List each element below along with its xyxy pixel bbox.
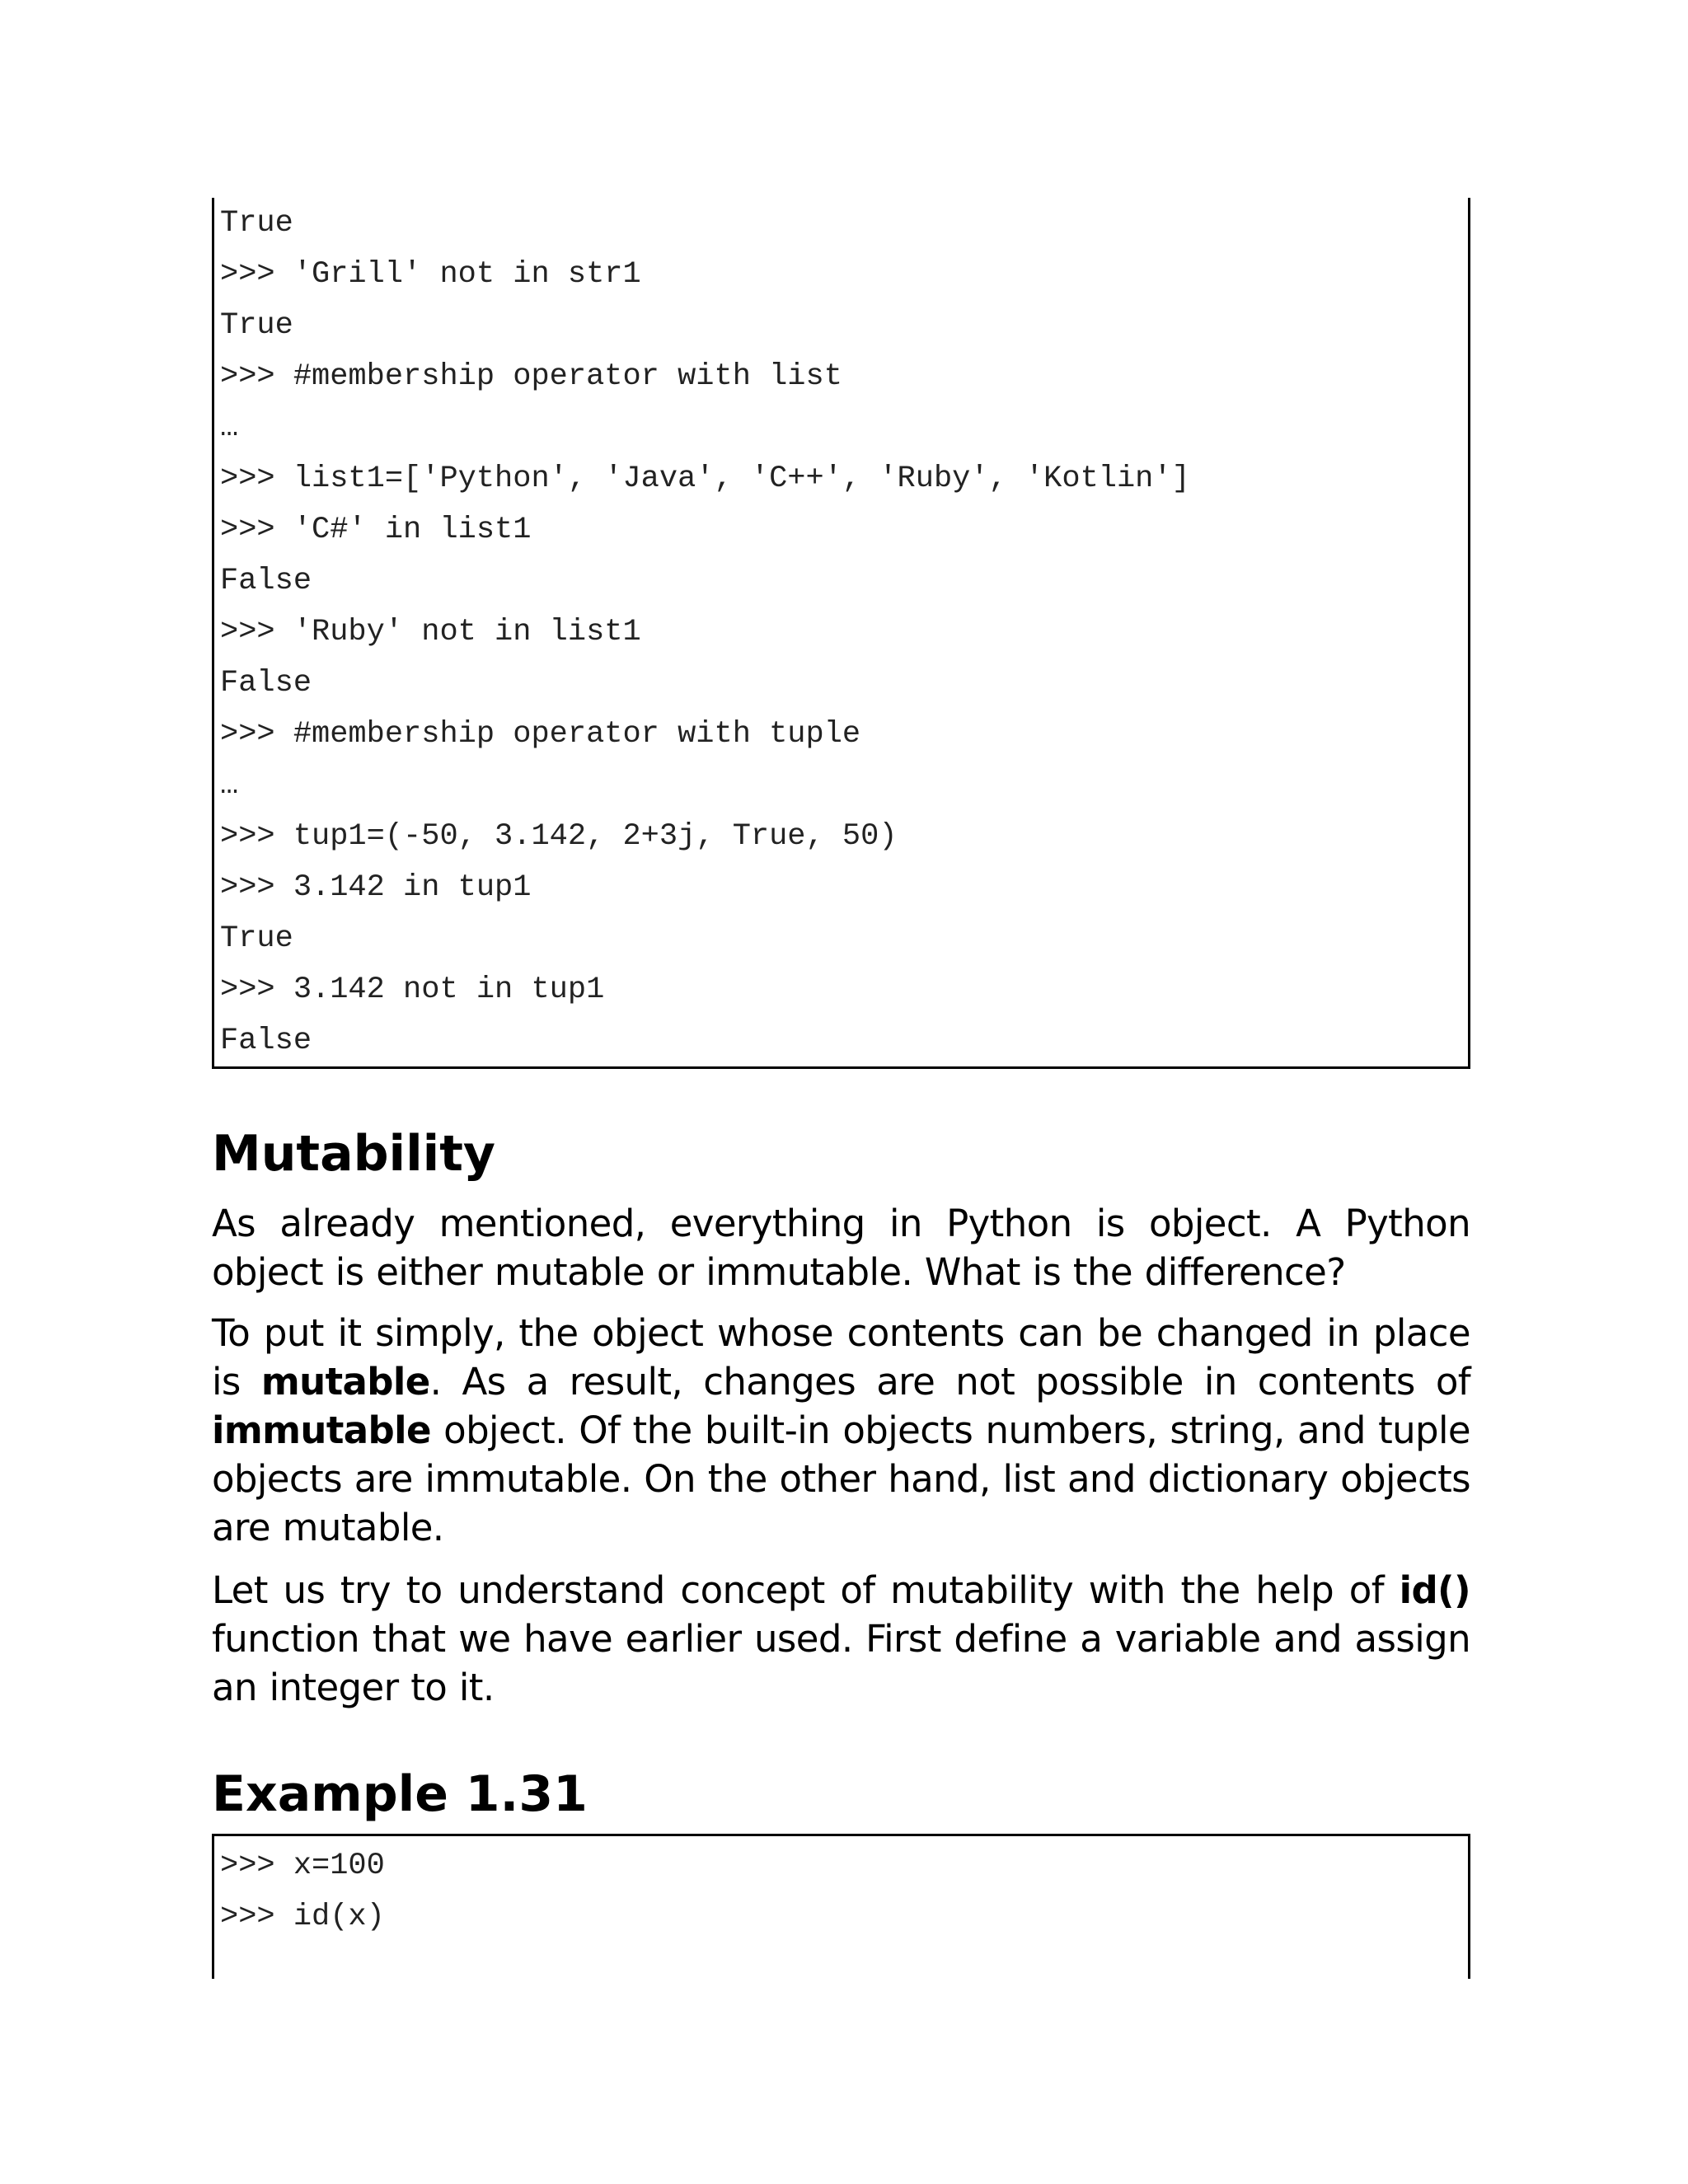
code-block-membership (212, 198, 1470, 1069)
code-line: >>> 'Grill' not in str1 (220, 257, 641, 292)
code-line: False (220, 666, 312, 701)
code-line: >>> x=100 (220, 1849, 385, 1883)
code-line: True (220, 206, 293, 241)
paragraph-text: function that we have earlier used. First define a variable and assign an integer to it. (212, 1617, 1470, 1709)
code-line: … (220, 768, 239, 803)
term-immutable: immutable (212, 1408, 431, 1452)
code-line: >>> #membership operator with list (220, 359, 842, 394)
code-line: >>> 3.142 not in tup1 (220, 972, 605, 1007)
code-line: >>> #membership operator with tuple (220, 717, 861, 752)
code-line: >>> 'C#' in list1 (220, 513, 532, 547)
code-line: True (220, 921, 293, 956)
term-id-function: id() (1399, 1568, 1470, 1612)
code-block-example (212, 1834, 1470, 1979)
code-line: False (220, 564, 312, 598)
code-line: False (220, 1024, 312, 1058)
paragraph-id-function (212, 1566, 1470, 1712)
section-heading-mutability: Mutability (212, 1125, 496, 1183)
paragraph-text: To put it simply, the object whose contents can be changed in place is (212, 1311, 1470, 1404)
code-line: >>> tup1=(-50, 3.142, 2+3j, True, 50) (220, 819, 898, 854)
paragraph-text: . As a result, changes are not possible in contents of (429, 1360, 1471, 1404)
code-line: >>> 'Ruby' not in list1 (220, 615, 641, 649)
code-line: >>> id(x) (220, 1900, 385, 1934)
example-heading: Example 1.31 (212, 1765, 588, 1823)
paragraph-intro: As already mentioned, everything in Python is object. A Python object is either mutable or immutable. What is the difference? (212, 1202, 1470, 1294)
paragraph-mutable-definition (212, 1309, 1470, 1552)
code-line: … (220, 410, 239, 445)
code-line: >>> list1=['Python', 'Java', 'C++', 'Ruby', 'Kotlin'] (220, 462, 1190, 496)
code-line: True (220, 308, 293, 343)
code-line: >>> 3.142 in tup1 (220, 870, 532, 905)
paragraph-text: object. Of the built-in objects numbers, string, and tuple objects are immutable. On the other hand, list and dictionary objects are mutable. (212, 1408, 1470, 1549)
paragraph-text: Let us try to understand concept of mutability with the help of (212, 1568, 1400, 1612)
term-mutable: mutable (260, 1360, 430, 1404)
